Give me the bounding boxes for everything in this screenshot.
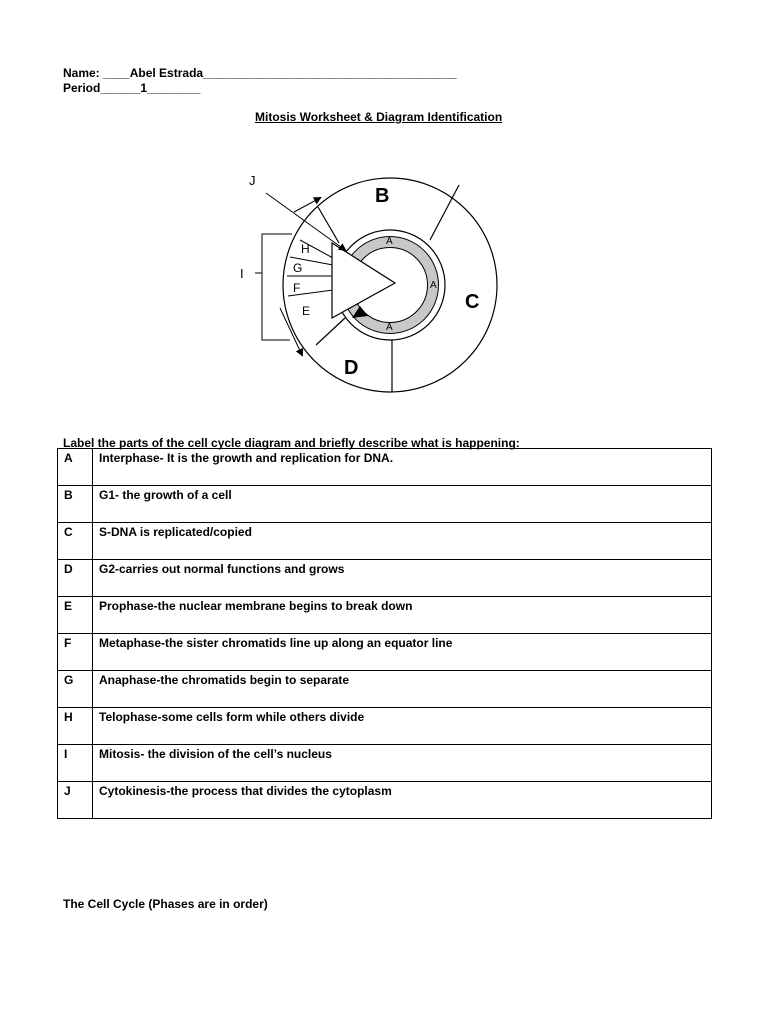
label-i: I (240, 266, 244, 281)
table-row (58, 708, 712, 745)
table-row (58, 671, 712, 708)
table-row (58, 634, 712, 671)
cell-cycle-table (57, 448, 712, 819)
instructions: Label the parts of the cell cycle diagram and briefly describe what is happening: (63, 436, 520, 450)
label-a-right: A (430, 280, 437, 291)
row-key: H (58, 708, 93, 745)
label-a-top: A (386, 236, 393, 247)
row-key: J (58, 782, 93, 819)
label-j: J (249, 173, 256, 188)
worksheet-title: Mitosis Worksheet & Diagram Identification (255, 110, 503, 124)
label-b: B (375, 185, 390, 207)
table-row (58, 523, 712, 560)
period-line: Period______1________ (63, 81, 201, 95)
footer-heading: The Cell Cycle (Phases are in order) (63, 897, 268, 911)
row-key: D (58, 560, 93, 597)
table-row (58, 486, 712, 523)
row-description: Mitosis- the division of the cell’s nucleus (93, 745, 712, 782)
label-f: F (293, 281, 301, 295)
row-description: G1- the growth of a cell (93, 486, 712, 523)
row-description: Metaphase-the sister chromatids line up along an equator line (93, 634, 712, 671)
cell-cycle-diagram (0, 0, 768, 440)
row-key: E (58, 597, 93, 634)
label-a-bottom: A (386, 322, 393, 333)
row-description: Cytokinesis-the process that divides the cytoplasm (93, 782, 712, 819)
row-description: Anaphase-the chromatids begin to separate (93, 671, 712, 708)
label-d: D (344, 357, 359, 379)
table-row (58, 745, 712, 782)
row-description: Interphase- It is the growth and replication for DNA. (93, 449, 712, 486)
row-description: G2-carries out normal functions and grows (93, 560, 712, 597)
label-g: G (293, 261, 303, 275)
row-description: Prophase-the nuclear membrane begins to break down (93, 597, 712, 634)
table-row (58, 449, 712, 486)
row-key: A (58, 449, 93, 486)
label-e: E (302, 304, 311, 318)
row-key: G (58, 671, 93, 708)
row-key: F (58, 634, 93, 671)
table-row (58, 560, 712, 597)
label-c: C (465, 291, 480, 313)
table-row (58, 782, 712, 819)
row-description: Telophase-some cells form while others divide (93, 708, 712, 745)
label-h: H (301, 242, 310, 256)
row-key: B (58, 486, 93, 523)
name-line: Name: ____Abel Estrada______________________________________ (63, 66, 457, 80)
table-row (58, 597, 712, 634)
row-key: I (58, 745, 93, 782)
row-description: S-DNA is replicated/copied (93, 523, 712, 560)
row-key: C (58, 523, 93, 560)
